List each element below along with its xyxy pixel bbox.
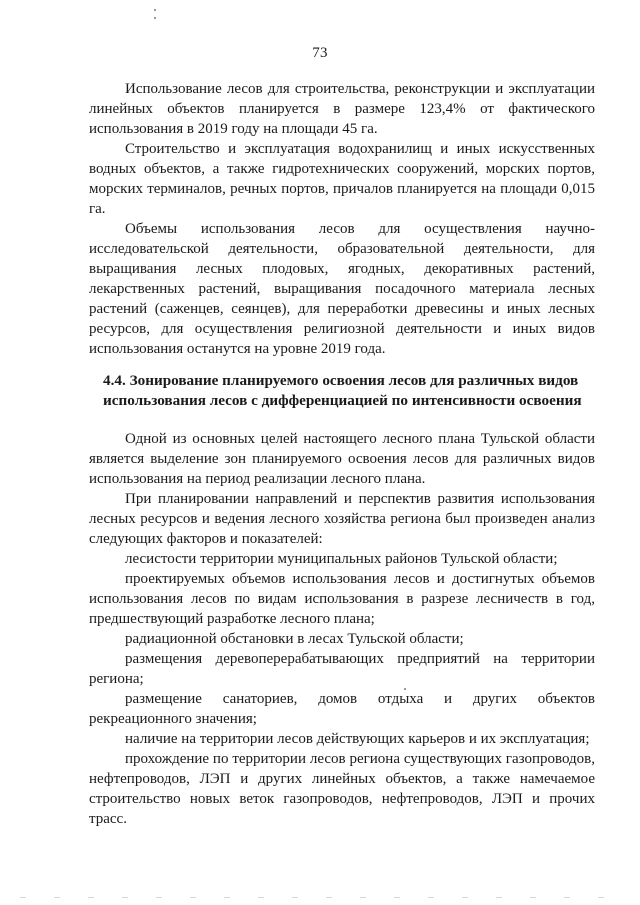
section-heading: 4.4. Зонирование планируемого освоения лесов для различных видов использования лесов с дифференциацией по интенсивности освоения (103, 372, 582, 409)
scan-speck-icon (154, 17, 156, 19)
list-item-forest-cover: лесистости территории муниципальных районов Тульской области; (125, 551, 558, 567)
page-number: 73 (312, 45, 328, 61)
spacer (89, 359, 595, 371)
page-body (89, 79, 595, 829)
list-item-pipelines: прохождение по территории лесов региона существующих газопроводов, нефтепроводов, ЛЭП и других линейных объектов, а также намечаемое строительство новых веток газопроводов, нефтепроводов, ЛЭП и прочих трасс. (89, 751, 595, 827)
list-item-radiation: радиационной обстановки в лесах Тульской области; (125, 631, 464, 647)
list-item-recreation: размещение санаториев, домов отдыха и других объектов рекреационного значения; (89, 691, 595, 727)
list-item-projected-volumes: проектируемых объемов использования лесов и достигнутых объемов использования лесов по видам использования в разрезе лесничеств в год, предшествующий разработке лесного плана; (89, 571, 595, 627)
scan-speck-icon (154, 9, 156, 11)
paragraph-analysis-intro: При планировании направлений и перспектив развития использования лесных ресурсов и ведения лесного хозяйства региона был произведен анализ следующих факторов и показателей: (89, 491, 595, 547)
paragraph-other-uses: Объемы использования лесов для осуществления научно-исследовательской деятельности, образовательной деятельности, для выращивания лесных плодовых, ягодных, декоративных растений, лекарственных растений, выращивания посадочного материала лесных растений (саженцев, сеянцев), для переработки древесины и иных лесных ресурсов, для осуществления религиозной деятельности и иных видов использования останутся на уровне 2019 года. (89, 221, 595, 357)
paragraph-water-bodies: Строительство и эксплуатация водохранилищ и иных искусственных водных объектов, а также гидротехнических сооружений, морских портов, морских терминалов, речных портов, причалов планируется на площади 0,015 га. (89, 141, 595, 217)
scan-edge-artifact (20, 897, 620, 898)
list-item-wood-processing: размещения деревоперерабатывающих предприятий на территории региона; (89, 651, 595, 687)
spacer (89, 411, 595, 429)
list-item-quarries: наличие на территории лесов действующих карьеров и их эксплуатация; (125, 731, 590, 747)
paragraph-linear-objects: Использование лесов для строительства, реконструкции и эксплуатации линейных объектов планируется в размере 123,4% от фактического использования в 2019 году на площади 45 га. (89, 81, 595, 137)
paragraph-main-goal: Одной из основных целей настоящего лесного плана Тульской области является выделение зон планируемого освоения лесов для различных видов использования на период реализации лесного плана. (89, 431, 595, 487)
